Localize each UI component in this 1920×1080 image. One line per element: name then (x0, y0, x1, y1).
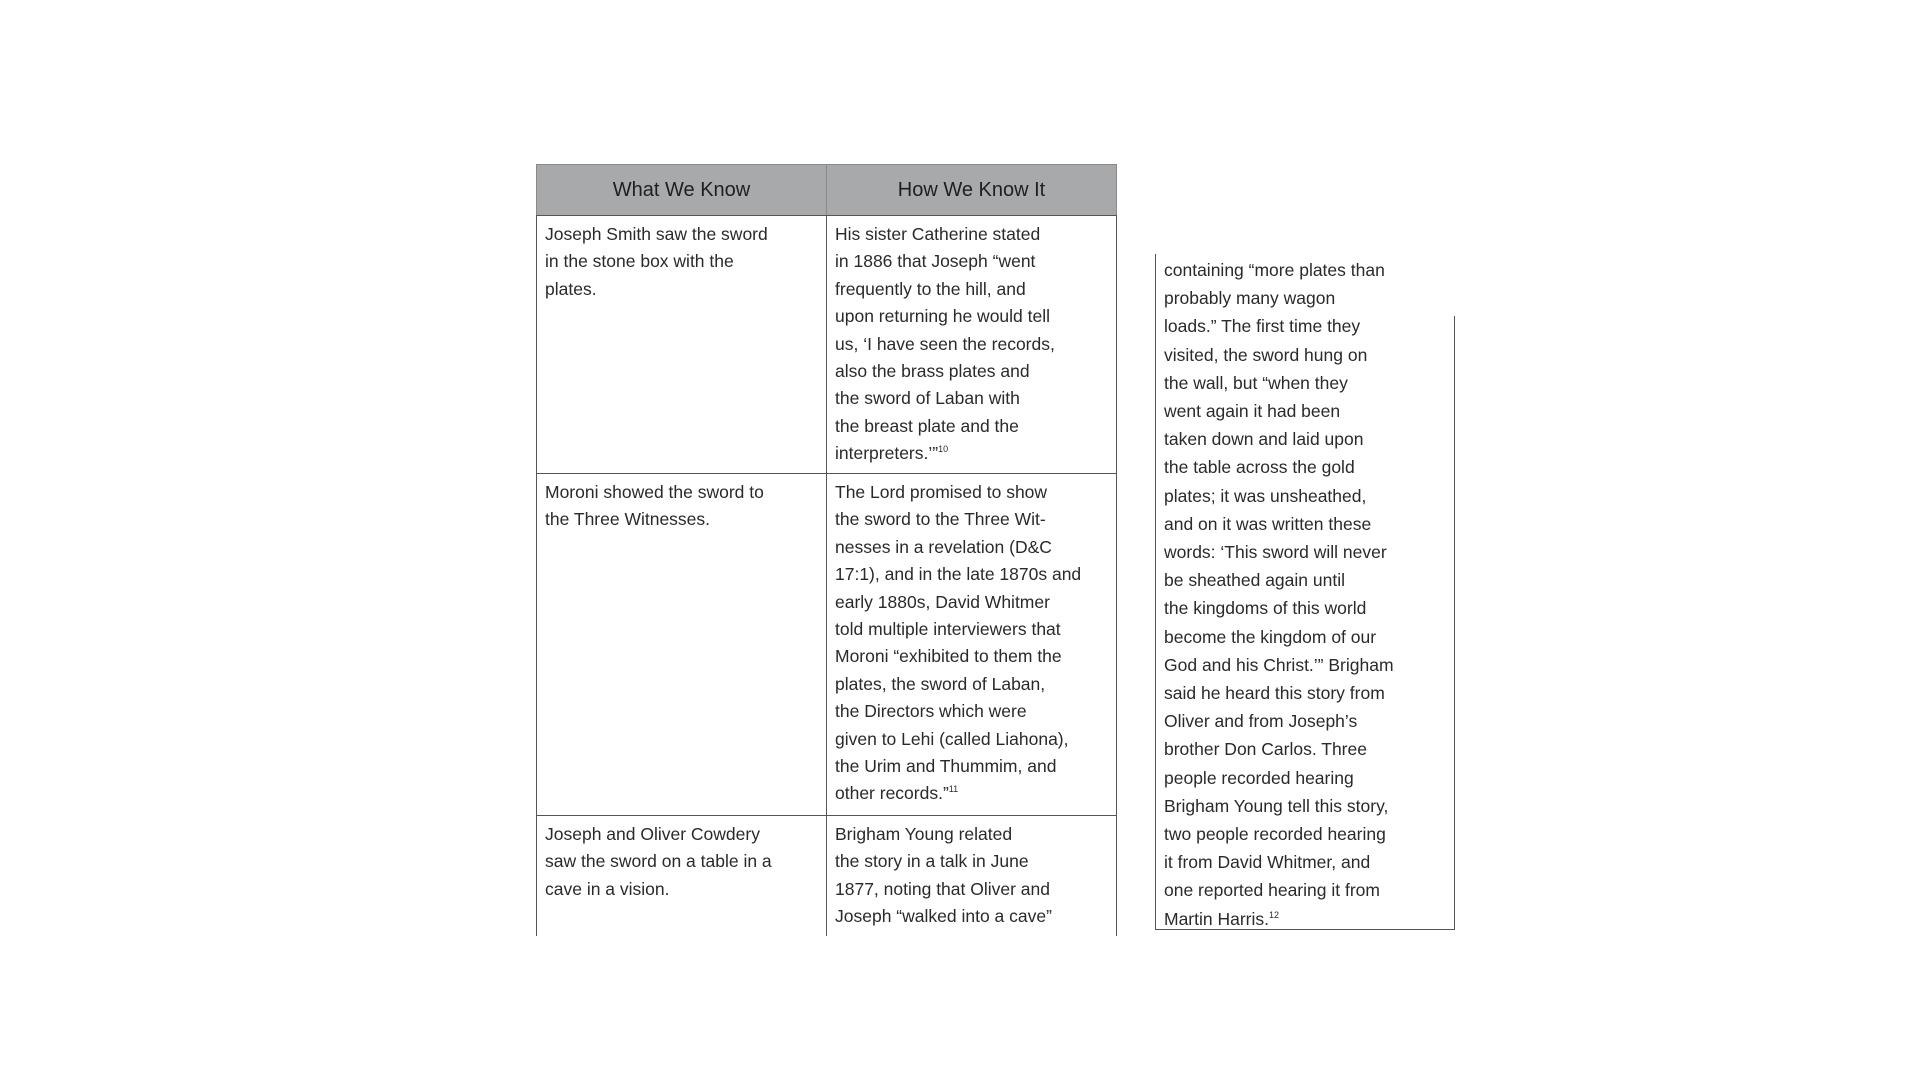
how-cell (827, 816, 1117, 937)
evidence-table (536, 164, 1117, 936)
how-text: Brigham Young related the story in a talk in June 1877, noting that Oliver and Joseph “walked into a cave” (835, 824, 1052, 927)
how-cell (827, 216, 1117, 474)
what-text: Joseph Smith saw the sword in the stone box with the plates. (545, 224, 768, 299)
table-row (537, 816, 1117, 937)
footnote-marker: 11 (948, 784, 959, 795)
what-text: Moroni showed the sword to the Three Witnesses. (545, 482, 764, 530)
table-header-row (537, 165, 1117, 216)
header-how-we-know-it: How We Know It (827, 165, 1117, 216)
what-cell (537, 216, 827, 474)
continuation-cell (1155, 254, 1455, 930)
how-text: The Lord promised to show the sword to the Three Wit- nesses in a revelation (D&C 17:1), and in the late 1870s and early 1880s, David Whitmer told multiple interviewers that Moroni “exhibited to them the plates, the sword of Laban, the Directors which were given to Lehi (called Liahona), the Urim and Thummim, and other records.” (835, 482, 1082, 804)
continuation-text: containing “more plates than probably many wagon loads.” The first time they visited, the sword hung on the wall, but “when they went again it had been taken down and laid upon the table across the gold plates; it was unsheathed, and on it was written these words: ‘This sword will never be sheathed again until the kingdoms of this world become the kingdom of our God and his Christ.’” Brigham said he heard this story from Oliver and from Joseph’s brother Don Carlos. Three people recorded hearing Brigham Young tell this story, two people recorded hearing it from David Whitmer, and one reported hearing it from Martin Harris. (1164, 260, 1394, 929)
table-row (537, 474, 1117, 816)
header-what-we-know: What We Know (537, 165, 827, 216)
what-cell (537, 474, 827, 816)
table-row (537, 216, 1117, 474)
footnote-marker: 12 (1269, 909, 1280, 920)
border-gap (1454, 254, 1456, 316)
footnote-marker: 10 (938, 444, 949, 455)
what-text: Joseph and Oliver Cowdery saw the sword on a table in a cave in a vision. (545, 824, 772, 899)
how-text: His sister Catherine stated in 1886 that Joseph “went frequently to the hill, and upon returning he would tell us, ‘I have seen the records, also the brass plates and the sword of Laban with the breast plate and the interpreters.’” (835, 224, 1055, 464)
how-cell (827, 474, 1117, 816)
what-cell (537, 816, 827, 937)
